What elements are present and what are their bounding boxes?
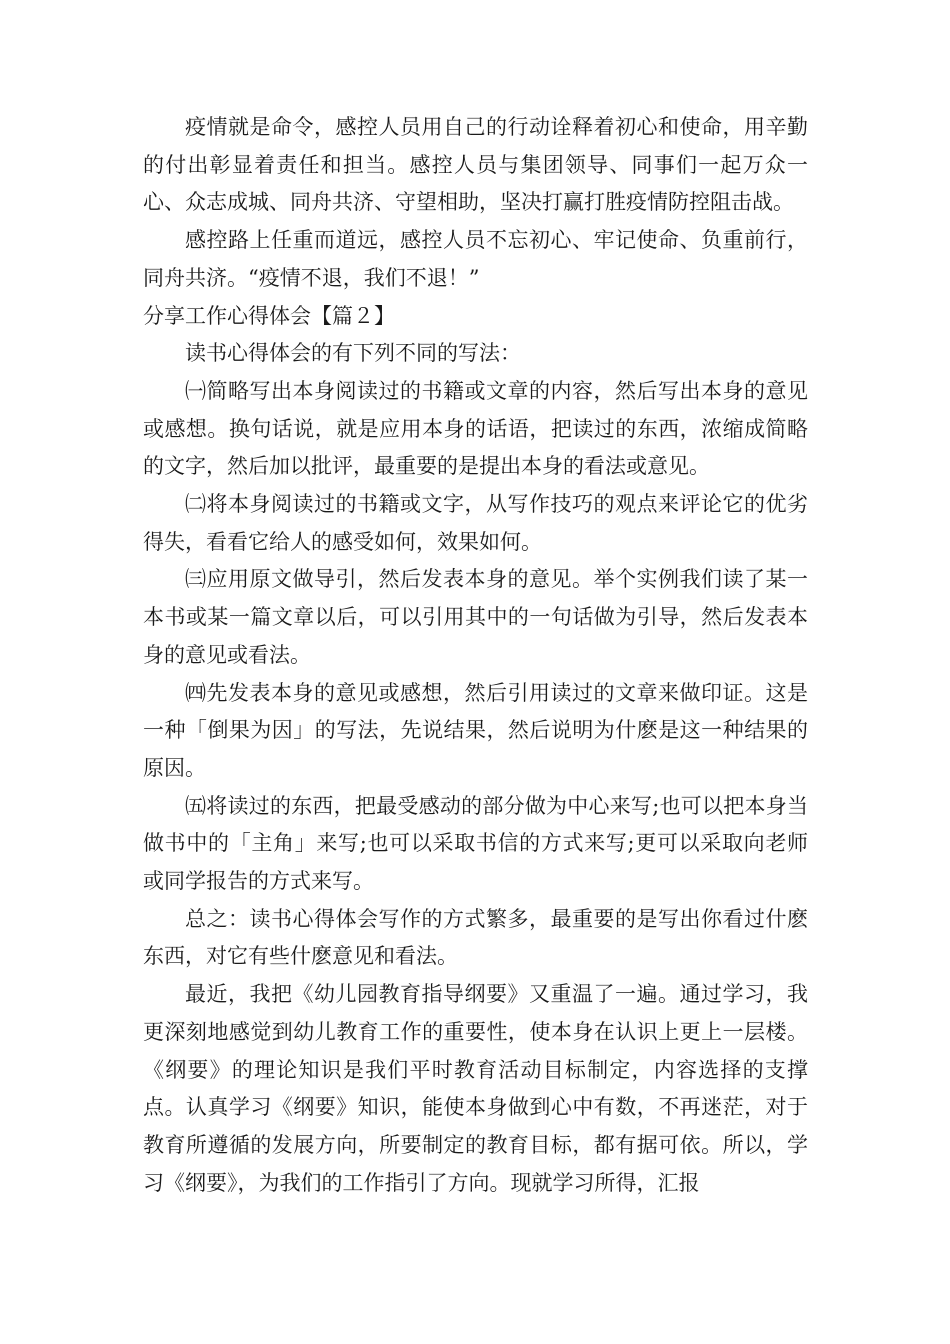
paragraph-summary: 总之：读书心得体会写作的方式繁多，最重要的是写出你看过什麽东西，对它有些什麽意见和看法。 — [143, 906, 808, 969]
paragraph-method-3: ㈢应用原文做导引，然后发表本身的意见。举个实例我们读了某一本书或某一篇文章以后，可以引用其中的一句话做为引导，然后发表本身的意见或看法。 — [143, 567, 808, 667]
paragraph-method-2: ㈡将本身阅读过的书籍或文字，从写作技巧的观点来评论它的优劣得失，看看它给人的感受如何，效果如何。 — [143, 492, 808, 554]
paragraph-writing-methods-intro: 读书心得体会的有下列不同的写法： — [185, 341, 521, 366]
paragraph-kindergarten-guideline: 最近，我把《幼儿园教育指导纲要》又重温了一遍。通过学习，我更深刻地感觉到幼儿教育工作的重要性，使本身在认识上更上一层楼。《纲要》的理论知识是我们平时教育活动目标制定，内容选择的支撑点。认真学习《纲要》知识，能使本身做到心中有数，不再迷茫，对于教育所遵循的发展方向，所要制定的教育目标，都有据可依。所以，学习《纲要》，为我们的工作指引了方向。现就学习所得，汇报 — [143, 982, 808, 1195]
paragraph-method-4: ㈣先发表本身的意见或感想，然后引用读过的文章来做印证。这是一种「倒果为因」的写法，先说结果，然后说明为什麽是这一种结果的原因。 — [143, 680, 808, 780]
section-heading: 分享工作心得体会【篇２】 — [143, 303, 395, 328]
paragraph-infection-control-road: 感控路上任重而道远，感控人员不忘初心、牢记使命、负重前行，同舟共济。“疫情不退，我们不退！” — [143, 228, 808, 290]
paragraph-method-1: ㈠简略写出本身阅读过的书籍或文章的内容，然后写出本身的意见或感想。换句话说，就是应用本身的话语，把读过的东西，浓缩成简略的文字，然后加以批评，最重要的是提出本身的看法或意见。 — [143, 378, 808, 479]
paragraph-method-5: ㈤将读过的东西，把最受感动的部分做为中心来写;也可以把本身当做书中的「主角」来写;也可以采取书信的方式来写;更可以采取向老师或同学报告的方式来写。 — [143, 793, 808, 894]
paragraph-epidemic-command: 疫情就是命令，感控人员用自己的行动诠释着初心和使命，用辛勤的付出彰显着责任和担当。感控人员与集团领导、同事们一起万众一心、众志成城、同舟共济、守望相助，坚决打赢打胜疫情防控阻击战。 — [143, 115, 808, 215]
document-body — [143, 109, 808, 1202]
